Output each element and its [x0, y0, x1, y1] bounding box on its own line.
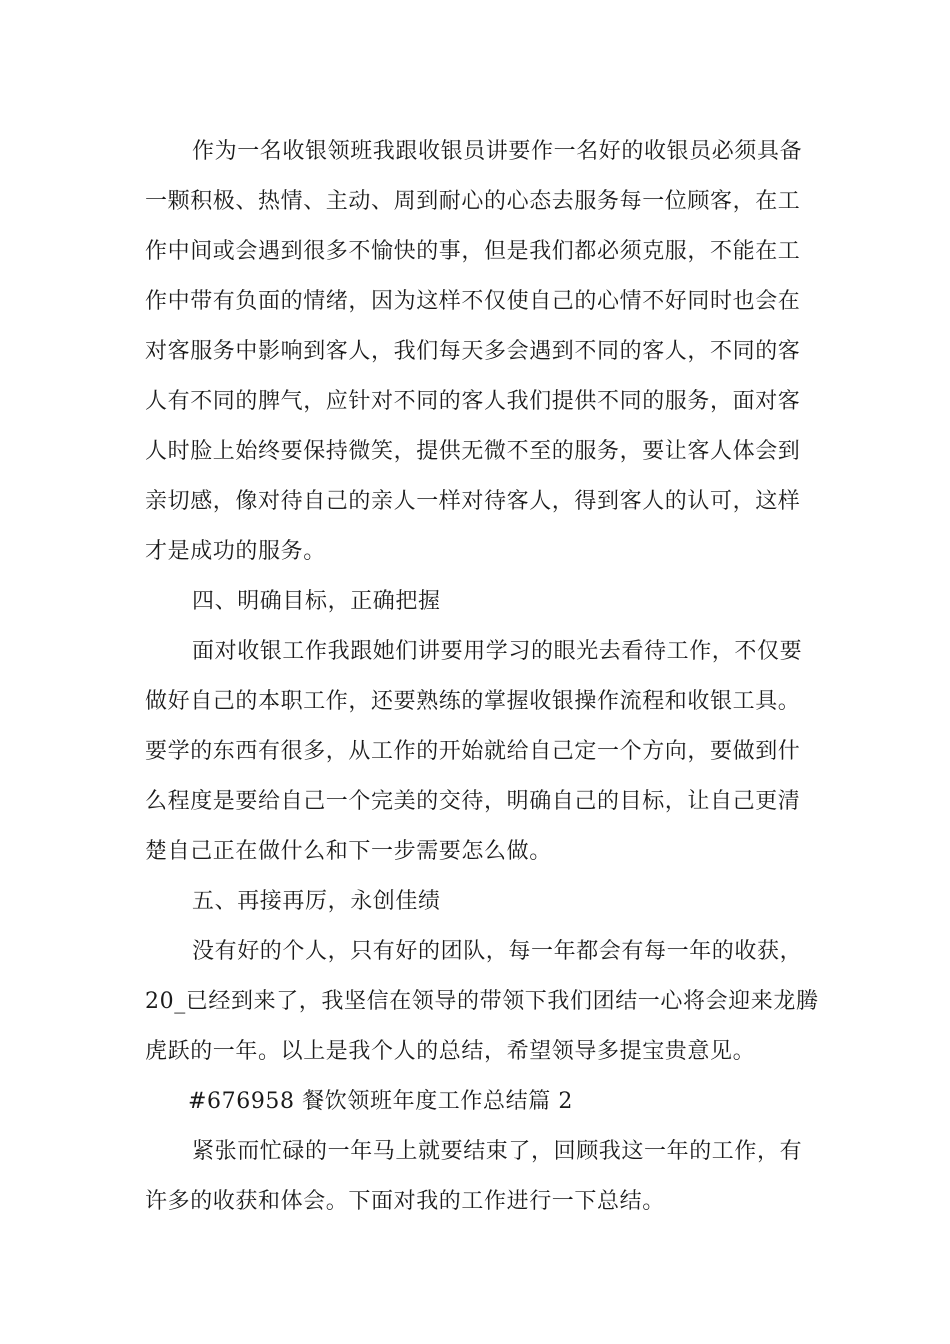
paragraph-line: 才是成功的服务。: [145, 539, 326, 564]
paragraph-line: 做好自己的本职工作，还要熟练的掌握收银操作流程和收银工具。: [145, 689, 801, 714]
paragraph-line: 亲切感，像对待自己的亲人一样对待客人，得到客人的认可，这样: [145, 489, 801, 514]
paragraph-line: 没有好的个人，只有好的团队，每一年都会有每一年的收获，: [192, 939, 803, 964]
paragraph-line: 作为一名收银领班我跟收银员讲要作一名好的收银员必须具备: [192, 139, 803, 164]
paragraph-line: 人时脸上始终要保持微笑，提供无微不至的服务，要让客人体会到: [145, 439, 801, 464]
paragraph-line: 作中带有负面的情绪，因为这样不仅使自己的心情不好同时也会在: [145, 289, 801, 314]
paragraph-line: 作中间或会遇到很多不愉快的事，但是我们都必须克服，不能在工: [145, 239, 801, 264]
paragraph-line: 20_已经到来了，我坚信在领导的带领下我们团结一心将会迎来龙腾: [145, 989, 819, 1014]
paragraph-line: 要学的东西有很多，从工作的开始就给自己定一个方向，要做到什: [145, 739, 801, 764]
section-heading: 四、明确目标，正确把握: [192, 589, 441, 614]
paragraph-line: 人有不同的脾气，应针对不同的客人我们提供不同的服务，面对客: [145, 389, 801, 414]
paragraph-line: 对客服务中影响到客人，我们每天多会遇到不同的客人，不同的客: [145, 339, 801, 364]
paragraph-line: 楚自己正在做什么和下一步需要怎么做。: [145, 839, 552, 864]
paragraph-line: 许多的收获和体会。下面对我的工作进行一下总结。: [145, 1189, 665, 1214]
paragraph-line: 一颗积极、热情、主动、周到耐心的心态去服务每一位顾客，在工: [145, 189, 801, 214]
article-heading: #676958 餐饮领班年度工作总结篇 2: [188, 1089, 574, 1114]
paragraph-line: 么程度是要给自己一个完美的交待，明确自己的目标，让自己更清: [145, 789, 801, 814]
paragraph-line: 虎跃的一年。以上是我个人的总结，希望领导多提宝贵意见。: [145, 1039, 756, 1064]
section-heading: 五、再接再厉，永创佳绩: [192, 889, 441, 914]
paragraph-line: 面对收银工作我跟她们讲要用学习的眼光去看待工作，不仅要: [192, 639, 803, 664]
paragraph-line: 紧张而忙碌的一年马上就要结束了，回顾我这一年的工作，有: [192, 1139, 803, 1164]
